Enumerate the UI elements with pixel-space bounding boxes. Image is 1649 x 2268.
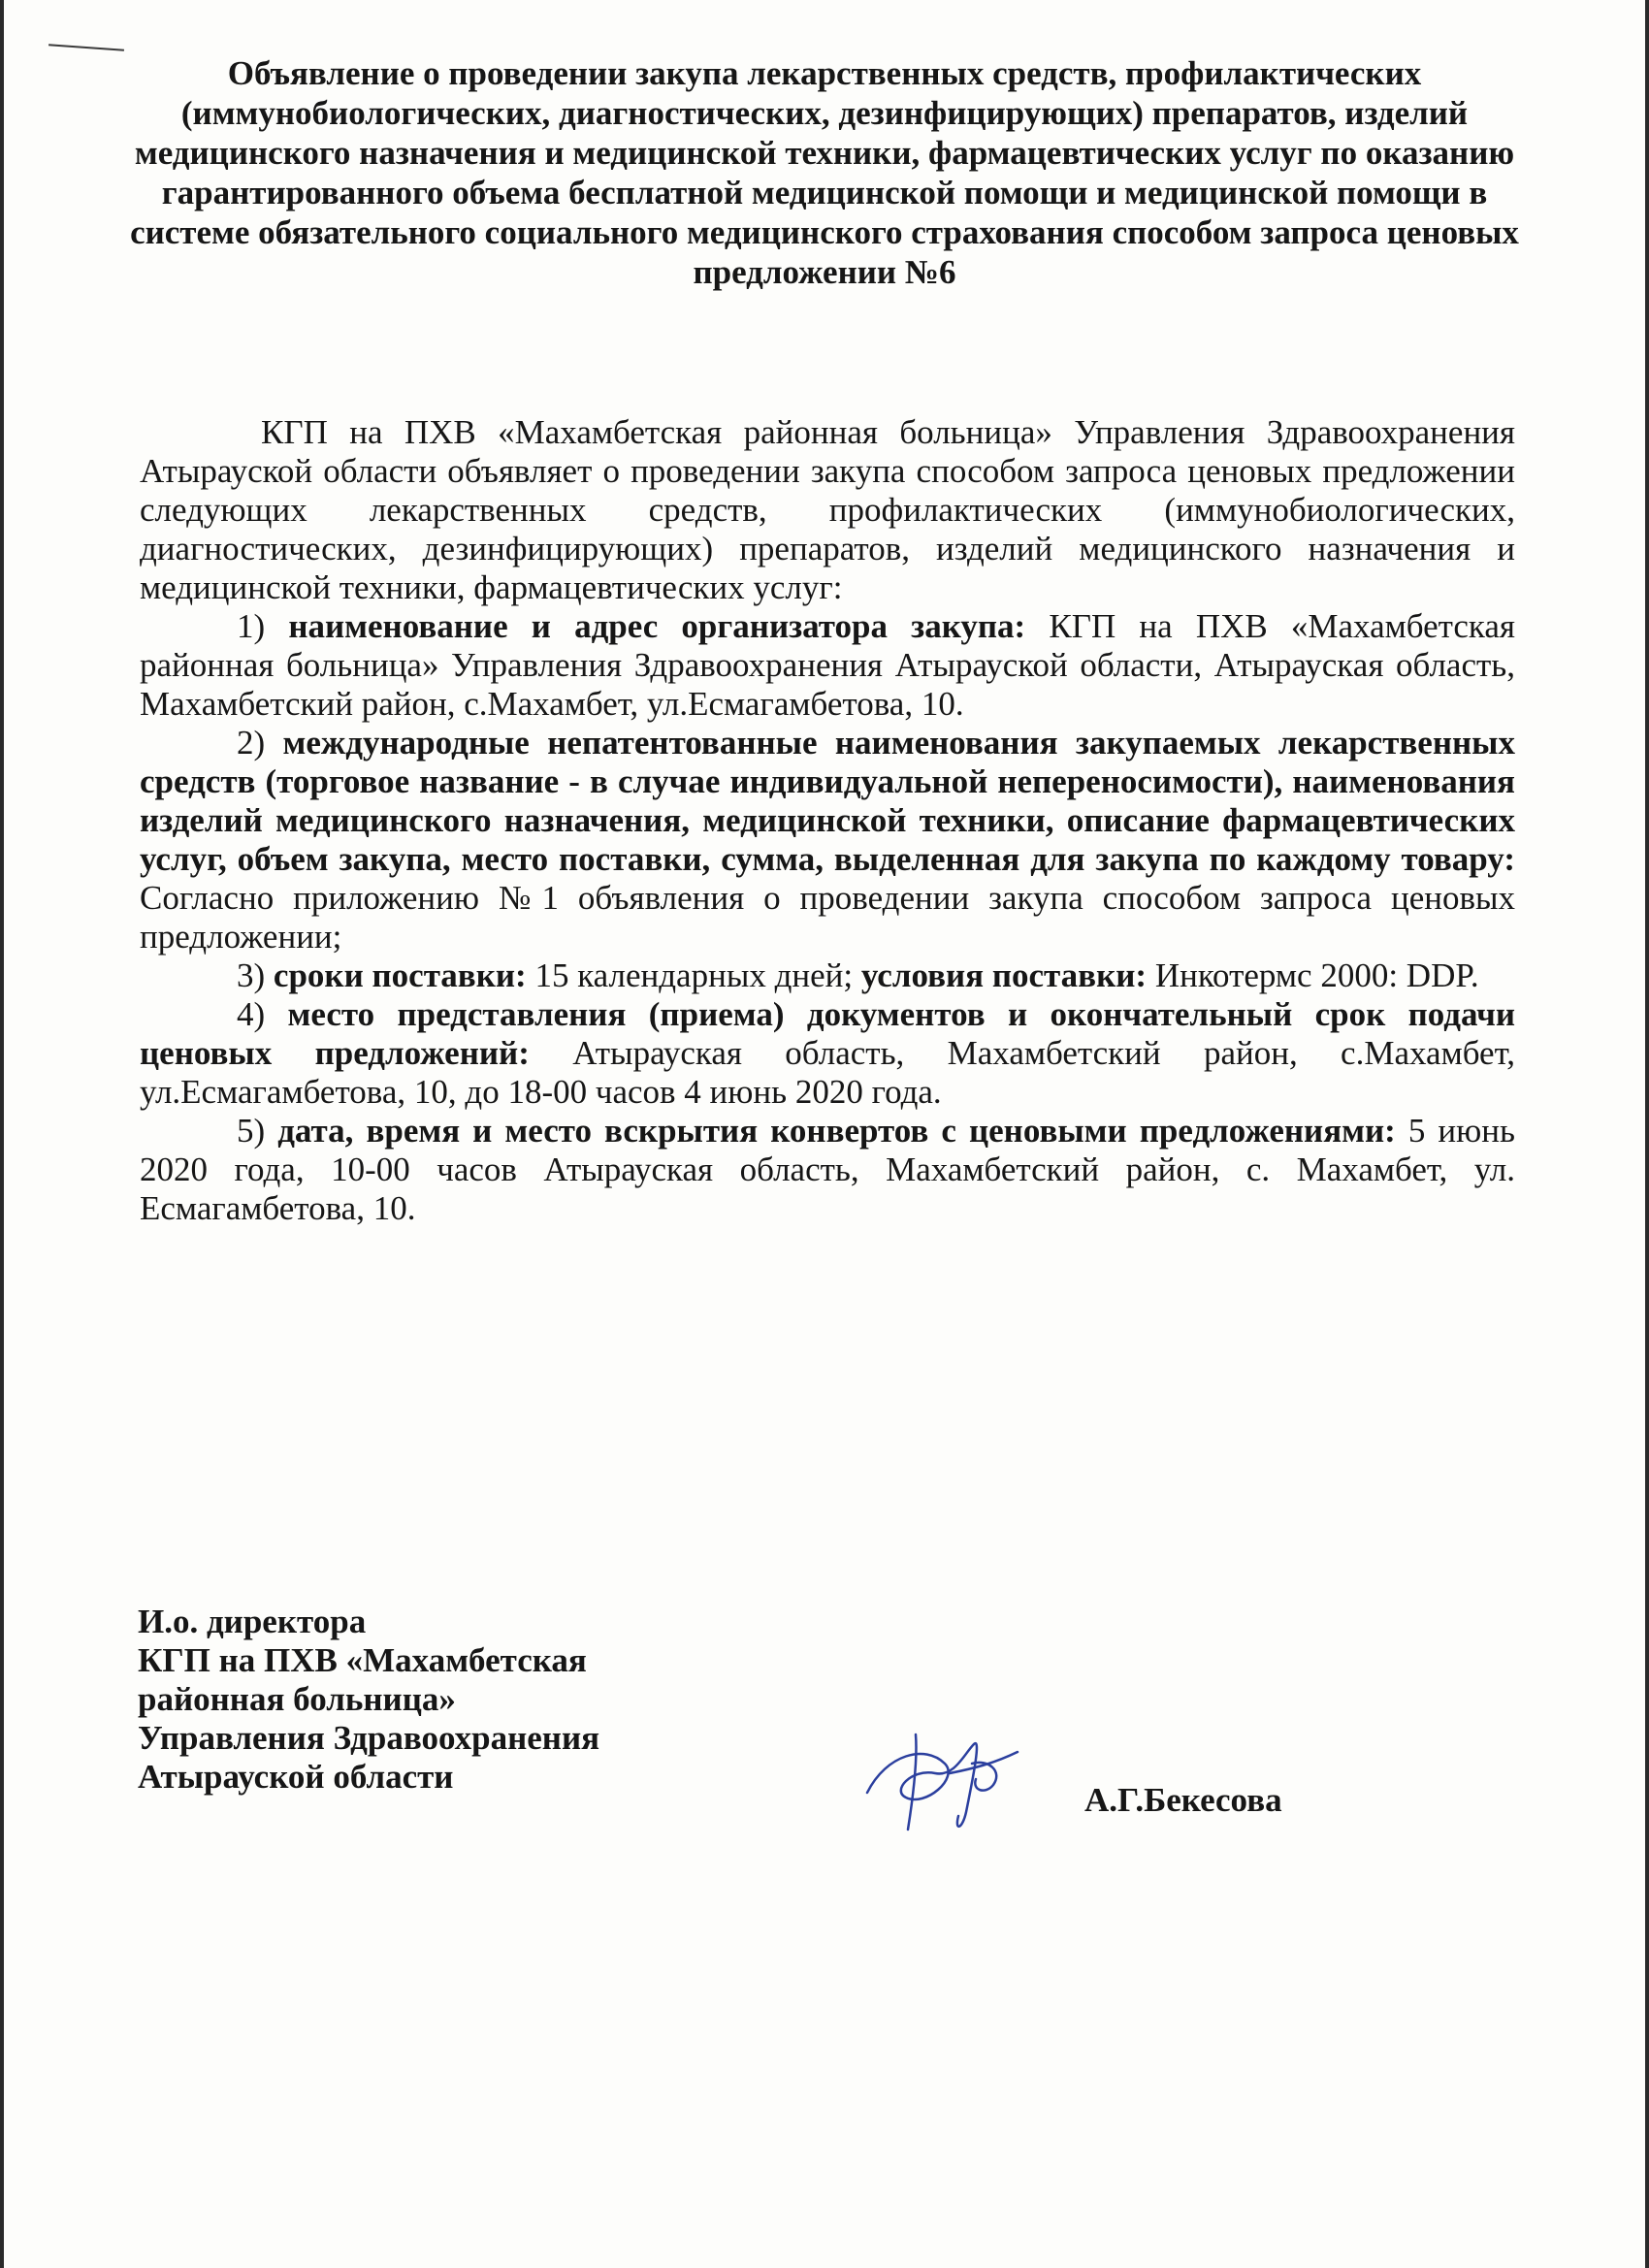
handwritten-signature <box>857 1715 1022 1841</box>
item-3 <box>140 956 1515 995</box>
item-text: 15 календарных дней; <box>534 956 854 994</box>
signatory-position: И.о. директора <box>138 1603 367 1640</box>
item-text-secondary: Инкотермс 2000: DDP. <box>1154 956 1479 994</box>
signatory-block <box>138 1603 599 1797</box>
intro-paragraph: КГП на ПХВ «Махамбетская районная больница» Управления Здравоохранения Атырауской области объявляет о проведении закупа способом запроса ценовых предложении следующих лекарственных средств, профилактических (иммунобиологических, диагностических, дезинфицирующих) препаратов, изделий медицинского назначения и медицинской техники, фармацевтических услуг: <box>140 413 1515 606</box>
item-5 <box>140 1112 1515 1228</box>
scan-edge-right <box>1645 0 1649 2268</box>
item-label: дата, время и место вскрытия конвертов с ценовыми предложениями: <box>277 1112 1396 1150</box>
item-text: КГП на ПХВ «Махамбетская районная больница» Управления Здравоохранения Атырауской области, Атырауская область, Махамбетский район, с.Махамбет, ул.Есмагамбетова, 10. <box>140 607 1516 723</box>
signatory-org-line-4: Атырауской области <box>138 1758 454 1796</box>
signature-stroke-2 <box>908 1734 1018 1830</box>
item-1 <box>140 607 1515 724</box>
signatory-org-line-2: районная больница» <box>138 1680 456 1718</box>
item-number: 3) <box>237 956 266 994</box>
item-2 <box>140 724 1515 956</box>
item-text: Согласно приложению №1 объявления о проведении закупа способом запроса ценовых предложении; <box>140 879 1515 956</box>
item-label: сроки поставки: <box>273 956 527 994</box>
signer-name: А.Г.Бекесова <box>1084 1781 1282 1819</box>
document-title: Объявление о проведении закупа лекарственных средств, профилактических (иммунобиологических, диагностических, дезинфицирующих) препаратов, изделий медицинского назначения и медицинской техники, фармацевтических услуг по оказанию гарантированного объема бесплатной медицинской помощи и медицинской помощи в системе обязательного социального медицинского страхования способом запроса ценовых предложении №6 <box>130 54 1519 291</box>
item-label: международные непатентованные наименования закупаемых лекарственных средств (торговое название - в случае индивидуальной непереносимости), наименования изделий медицинского назначения, медицинской техники, описание фармацевтических услуг, объем закупа, место поставки, сумма, выделенная для закупа по каждому товару: <box>140 724 1515 878</box>
item-label: место представления (приема) документов и окончательный срок подачи ценовых предложений: <box>140 995 1516 1072</box>
announcement-body <box>140 413 1515 1228</box>
item-text: Атырауская область, Махамбетский район, с.Махамбет, ул.Есмагамбетова, 10, до 18-00 часов 4 июнь 2020 года. <box>140 1034 1516 1111</box>
signature-stroke <box>867 1743 977 1827</box>
item-number: 2) <box>237 724 266 761</box>
item-number: 5) <box>237 1112 266 1150</box>
scan-pen-mark <box>48 44 124 50</box>
item-number: 1) <box>237 607 266 645</box>
item-label-secondary: условия поставки: <box>860 956 1148 994</box>
signatory-org-line-3: Управления Здравоохранения <box>138 1719 600 1757</box>
scan-edge-left <box>0 0 4 2268</box>
item-label: наименование и адрес организатора закупа: <box>288 607 1026 645</box>
signatory-org-line-1: КГП на ПХВ «Махамбетская <box>138 1641 587 1679</box>
item-text: 5 июнь 2020 года, 10-00 часов Атырауская область, Махамбетский район, с. Махамбет, ул. Есмагамбетова, 10. <box>140 1112 1515 1227</box>
item-number: 4) <box>237 995 266 1033</box>
item-4 <box>140 995 1515 1112</box>
